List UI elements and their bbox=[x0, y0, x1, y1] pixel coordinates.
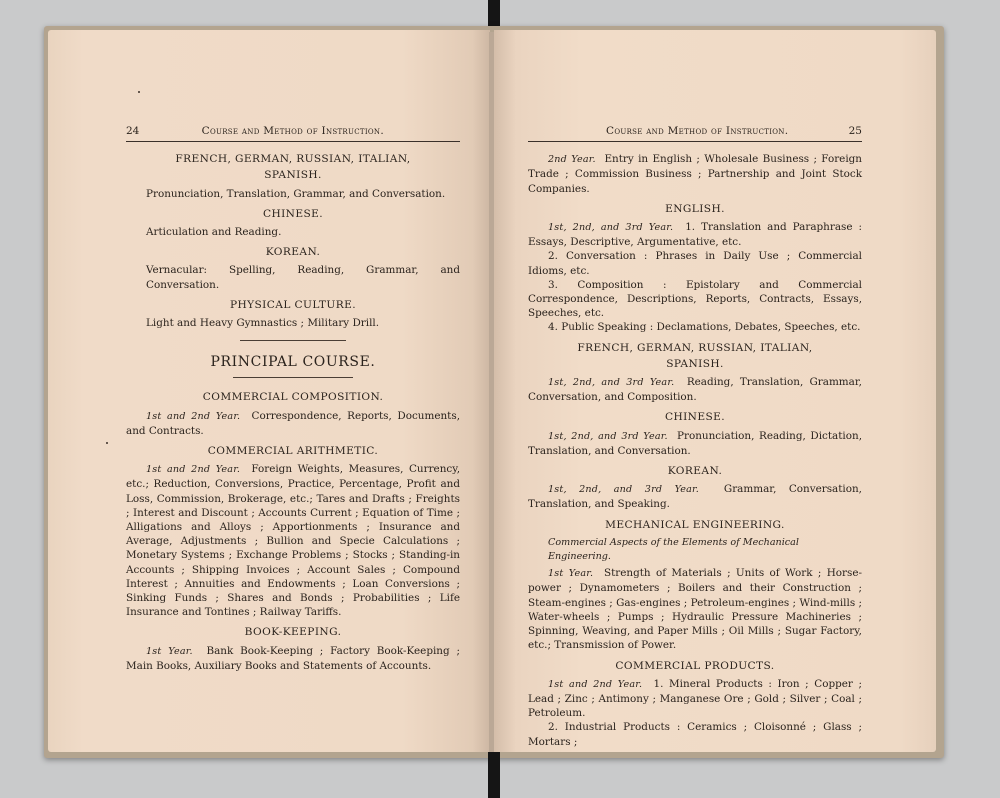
year-label: 1st and 2nd Year. bbox=[548, 678, 643, 690]
list-item: 1. Translation and Paraphrase : Essays, Descriptive, Argumentative, etc. bbox=[528, 221, 862, 249]
section-body: Pronunciation, Reading, Dictation, Translation, and Conversation. bbox=[528, 429, 862, 457]
page-number: 25 bbox=[848, 125, 862, 137]
section-body: Reading, Translation, Grammar, Conversation, and Composition. bbox=[528, 376, 862, 404]
section-heading: MECHANICAL ENGINEERING. bbox=[605, 518, 785, 531]
section-text: Articulation and Reading. bbox=[146, 226, 282, 239]
section-heading: FRENCH, GERMAN, RUSSIAN, ITALIAN, bbox=[175, 153, 411, 166]
section-text bbox=[126, 462, 460, 619]
year-label: 1st and 2nd Year. bbox=[146, 464, 241, 476]
section-heading: COMMERCIAL ARITHMETIC. bbox=[207, 445, 379, 458]
section-text bbox=[528, 429, 862, 458]
year-label: 1st, 2nd, and 3rd Year. bbox=[548, 377, 675, 389]
list-item: 1. Mineral Products : Iron ; Copper ; Lead ; Zinc ; Antimony ; Manganese Ore ; Gold ; Silver ; Coal ; Petroleum. bbox=[528, 677, 863, 720]
section-heading: COMMERCIAL PRODUCTS. bbox=[615, 659, 775, 672]
section-heading: COMMERCIAL COMPOSITION. bbox=[202, 391, 384, 404]
right-page-header bbox=[528, 124, 862, 142]
section-heading: BOOK-KEEPING. bbox=[244, 626, 342, 639]
list-item: 2. Conversation : Phrases in Daily Use ; Commercial Idioms, etc. bbox=[528, 250, 862, 277]
right-page-content bbox=[528, 124, 862, 749]
section-heading: ENGLISH. bbox=[665, 202, 725, 215]
section-body: Correspondence, Reports, Documents, and Contracts. bbox=[126, 409, 460, 437]
section-subtitle: Commercial Aspects of the Elements of Mechanical Engineering. bbox=[548, 536, 799, 563]
list-item: 3. Composition : Epistolary and Commercial Correspondence, Descriptions, Reports, Contracts, Essays, Speeches, etc. bbox=[528, 278, 862, 320]
section-text bbox=[528, 152, 862, 196]
section-body: Grammar, Conversation, Translation, and Speaking. bbox=[528, 483, 862, 511]
section-heading: KOREAN. bbox=[667, 465, 723, 478]
divider bbox=[233, 377, 353, 378]
section-heading: CHINESE. bbox=[262, 207, 324, 220]
list-item: 2. Industrial Products : Ceramics ; Cloisonné ; Glass ; Mortars ; bbox=[528, 721, 862, 748]
section-heading: FRENCH, GERMAN, RUSSIAN, ITALIAN, bbox=[577, 341, 813, 354]
right-page bbox=[494, 30, 936, 752]
section-heading: PHYSICAL CULTURE. bbox=[229, 298, 357, 311]
left-page-header bbox=[126, 124, 460, 142]
section-text bbox=[528, 482, 862, 511]
section-text bbox=[528, 677, 862, 721]
section-heading: SPANISH. bbox=[264, 169, 322, 182]
left-page-content bbox=[126, 124, 460, 679]
section-heading: SPANISH. bbox=[666, 357, 724, 370]
page-number: 24 bbox=[126, 125, 140, 137]
section-text: Light and Heavy Gymnastics ; Military Drill. bbox=[146, 317, 380, 330]
section-heading: CHINESE. bbox=[664, 411, 726, 424]
year-label: 1st, 2nd, and 3rd Year. bbox=[548, 222, 674, 234]
year-label: 2nd Year. bbox=[548, 154, 596, 166]
list-item: 4. Public Speaking : Declamations, Debates, Speeches, etc. bbox=[548, 321, 861, 334]
section-text bbox=[126, 644, 460, 673]
section-text: Vernacular: Spelling, Reading, Grammar, and Conversation. bbox=[146, 264, 460, 291]
section-body: Bank Book-Keeping ; Factory Book-Keeping ; Main Books, Auxiliary Books and Statements of Accounts. bbox=[126, 644, 460, 672]
running-title: Course and Method of Instruction. bbox=[606, 125, 789, 137]
year-label: 1st Year. bbox=[548, 568, 594, 580]
section-text: Pronunciation, Translation, Grammar, and Conversation. bbox=[146, 187, 446, 200]
year-label: 1st and 2nd Year. bbox=[146, 410, 241, 422]
bookmark-ribbon-bottom bbox=[488, 752, 500, 798]
section-body: Strength of Materials ; Units of Work ; Horse-power ; Dynamometers ; Boilers and their Construction ; Steam-engines ; Gas-engines ; Petroleum-engines ; Wind-mills ; Water-wheels ; Pumps ; Hydraulic Pressure Machineries ; Spinning, Weaving, and Paper Mills ; Oil Mills ; Sugar Factory, etc.; Transmission of Power. bbox=[528, 567, 862, 652]
section-body: Entry in English ; Wholesale Business ; Foreign Trade ; Commission Business ; Partnership and Joint Stock Companies. bbox=[528, 153, 862, 195]
running-title: Course and Method of Instruction. bbox=[201, 125, 384, 137]
section-text bbox=[126, 409, 460, 438]
section-text bbox=[528, 220, 862, 249]
section-text bbox=[528, 566, 862, 652]
left-page bbox=[48, 30, 490, 752]
year-label: 1st, 2nd, and 3rd Year. bbox=[548, 484, 700, 496]
section-text bbox=[528, 375, 862, 404]
principal-course-title: PRINCIPAL COURSE. bbox=[210, 354, 376, 371]
year-label: 1st Year. bbox=[146, 645, 193, 657]
section-heading: KOREAN. bbox=[265, 246, 321, 259]
section-body: Foreign Weights, Measures, Currency, etc.; Reduction, Conversions, Practice, Percentage, Profit and Loss, Commission, Brokerage, etc.; Tares and Drafts ; Freights ; Interest and Discount ; Accounts Current ; Equation of Time ; Alligations and Alloys ; Apportionments ; Insurance and Average, Adjustments ; Bullion and Specie Calculations ; Monetary Systems ; Exchange Problems ; Stocks ; Standing-in Accounts ; Shipping Invoices ; Account Sales ; Compound Interest ; Annuities and Endowments ; Loan Conversions ; Sinking Funds ; Shares and Bonds ; Probabilities ; Life Insurance and Tontines ; Railway Tariffs. bbox=[126, 463, 460, 619]
divider bbox=[240, 340, 346, 341]
year-label: 1st, 2nd, and 3rd Year. bbox=[548, 430, 668, 442]
